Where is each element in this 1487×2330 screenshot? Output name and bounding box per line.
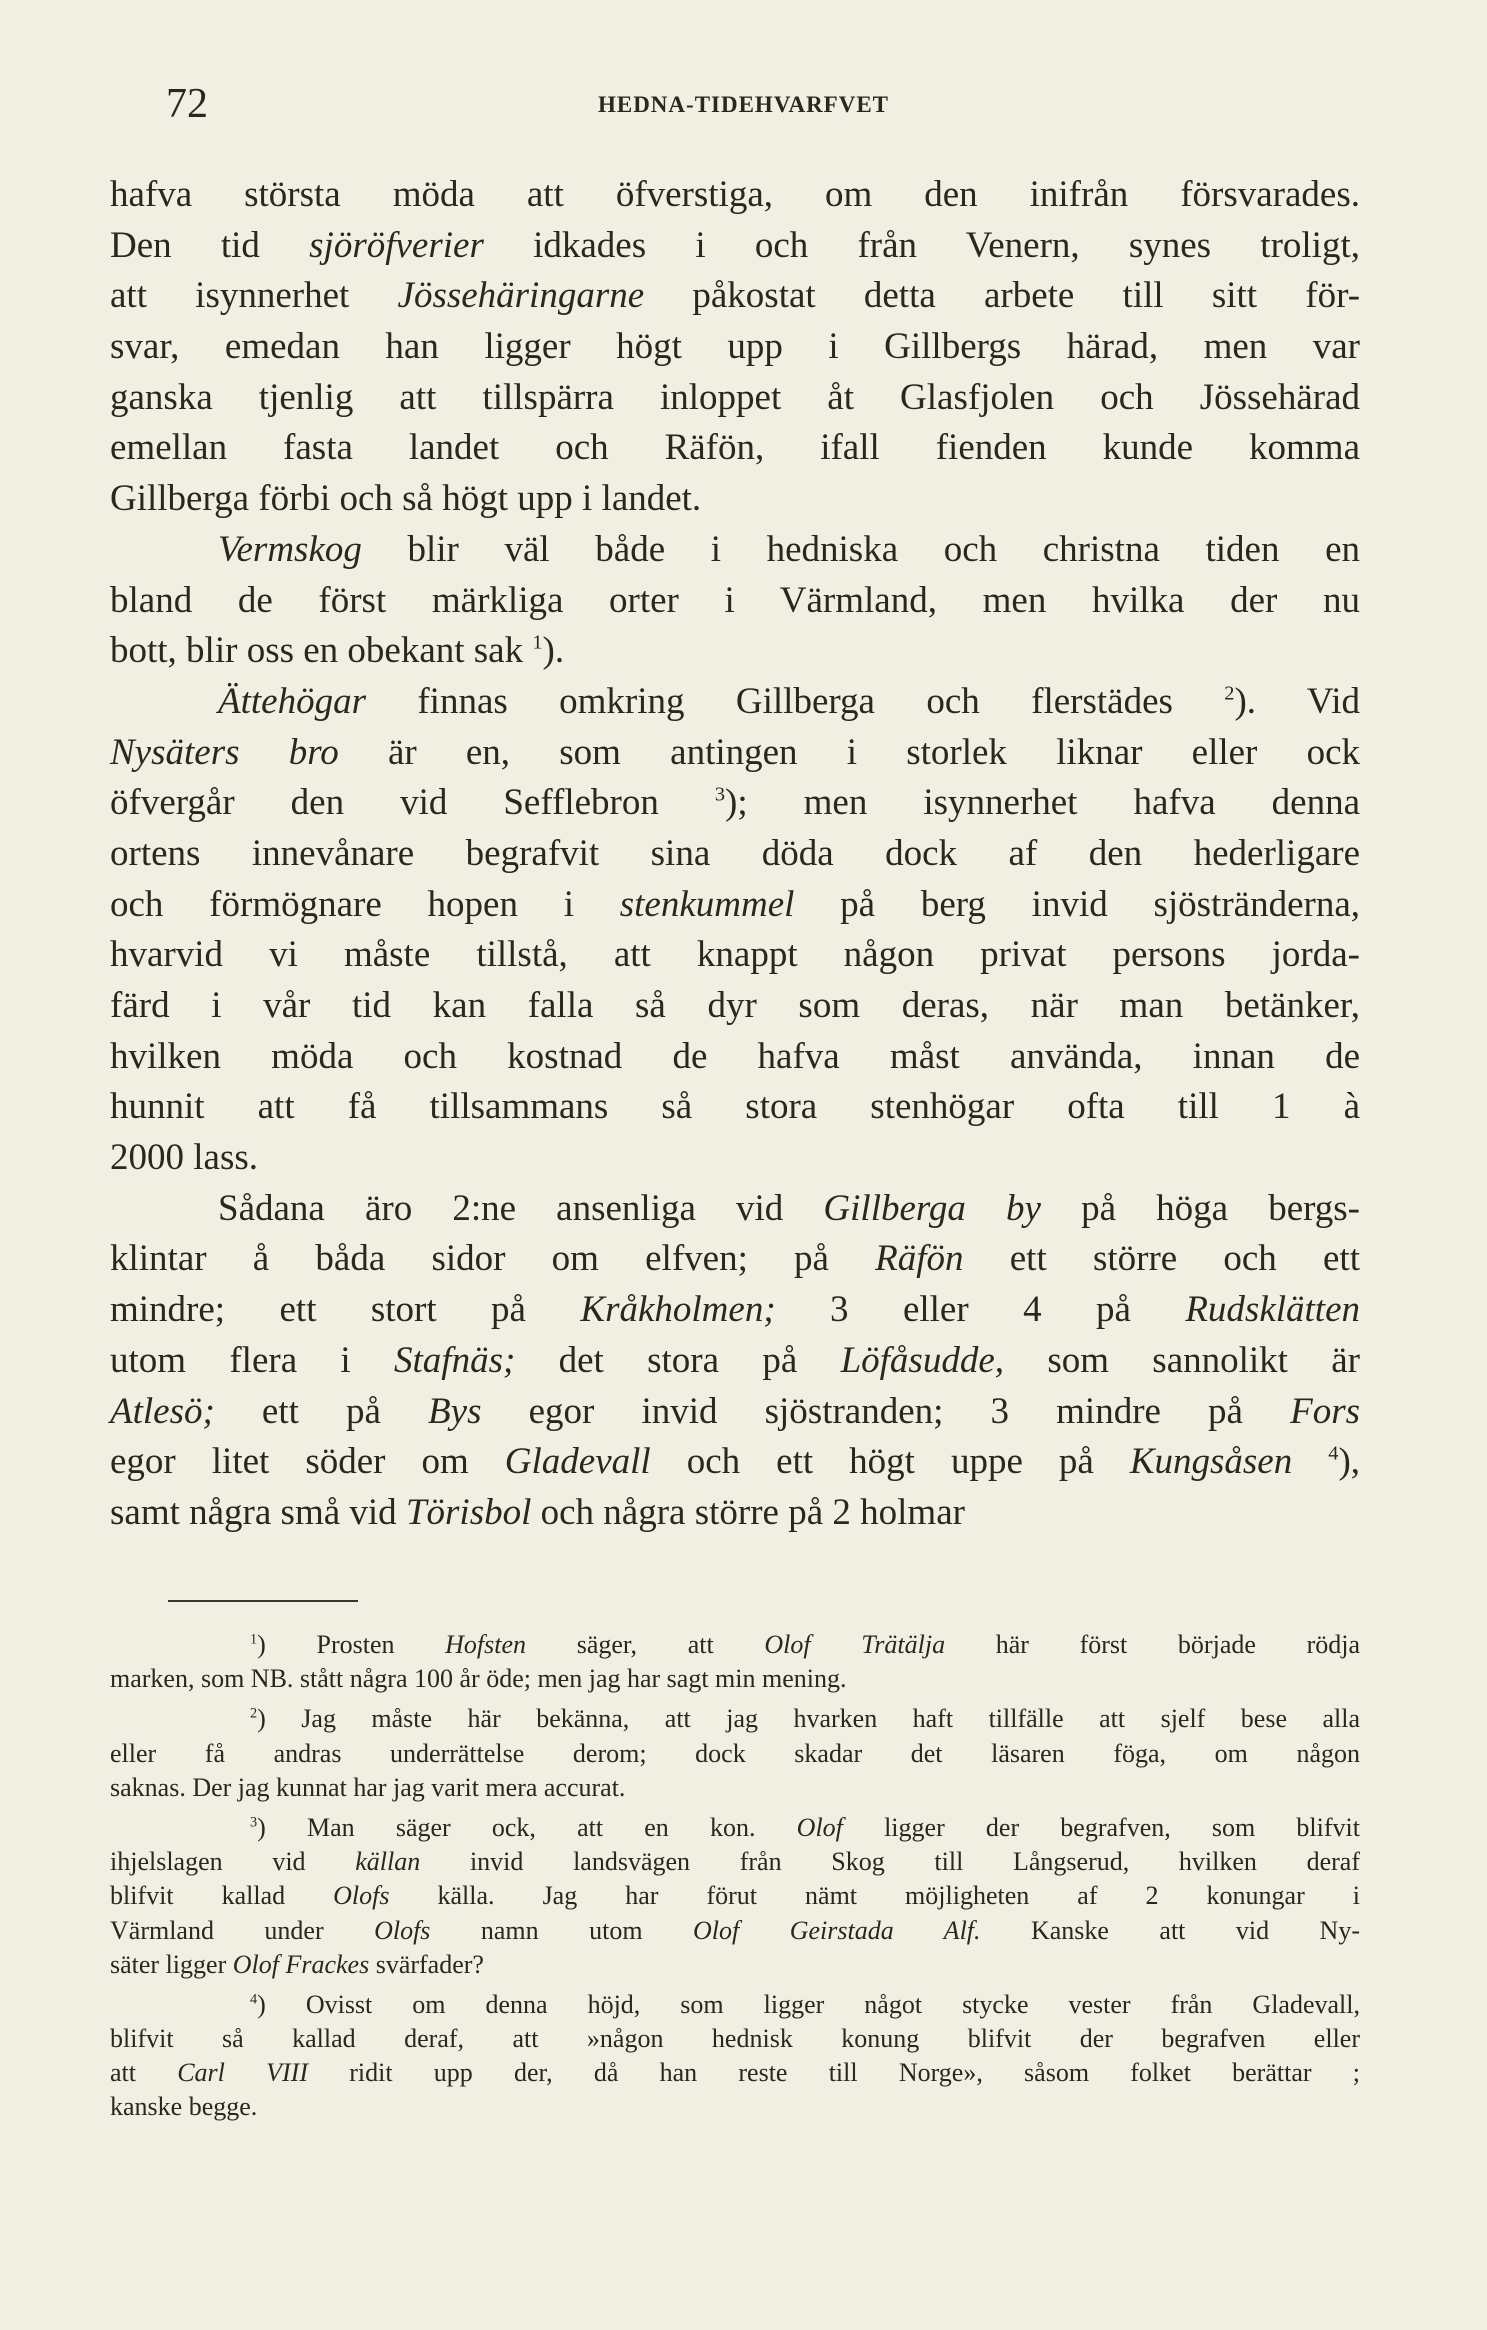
text-line (110, 1234, 1360, 1285)
text-run: ). (542, 630, 565, 672)
text-run: säger, att (526, 1630, 765, 1659)
text-line (110, 1032, 1360, 1083)
footnote-marker: 4 (1328, 1442, 1339, 1465)
italic-term: Kråkholmen; (580, 1289, 776, 1331)
text-run: ligger der begrafven, som blifvit (842, 1812, 1360, 1842)
italic-term: Olof Geirstada Alf. (693, 1915, 981, 1945)
text-run: Gillberga förbi och så högt upp i landet. (110, 478, 702, 520)
italic-term: sjöröfverier (309, 224, 484, 266)
text-run: eller få andras underrättelse derom; dock skadar det läsaren föga, om någon (110, 1738, 1360, 1768)
italic-term: Olofs (374, 1915, 431, 1945)
text-run: ett större och ett (963, 1238, 1360, 1280)
text-run: Värmland under (110, 1915, 375, 1945)
text-run: ortens innevånare begrafvit sina döda dock af den hederligare (110, 832, 1360, 874)
footnote-divider (168, 1600, 358, 1602)
text-run: ganska tjenlig att tillspärra inloppet åt Glasfjolen och Jössehärad (110, 376, 1360, 418)
text-run: påkostat detta arbete till sitt för- (644, 275, 1361, 317)
text-run: hafva största möda att öfverstiga, om den inifrån försvarades. (110, 174, 1360, 215)
text-line (110, 1285, 1360, 1336)
text-line (110, 1437, 1360, 1488)
text-line (110, 170, 1360, 221)
page-header (110, 80, 1377, 130)
text-run: säter ligger (110, 1949, 233, 1979)
footnote-line (110, 1737, 1360, 1771)
italic-term: Olofs (333, 1881, 390, 1911)
italic-term: Fors (1290, 1390, 1360, 1432)
text-line (110, 981, 1360, 1032)
text-run: Kanske att vid Ny- (980, 1915, 1360, 1945)
text-line (110, 525, 1360, 576)
text-run: invid landsvägen från Skog till Långserud, hvilken deraf (420, 1847, 1361, 1877)
footnote-line (110, 2090, 1360, 2124)
italic-term: Olof Frackes (232, 1949, 370, 1979)
text-run: ) Prosten (257, 1630, 446, 1659)
footnote-marker: 1 (532, 631, 543, 654)
text-run: egor litet söder om (110, 1441, 505, 1483)
text-line (110, 626, 1360, 677)
footnote-marker: 3 (250, 1814, 258, 1831)
text-run: samt några små vid (110, 1491, 406, 1533)
text-run: att (110, 2058, 178, 2088)
text-line (110, 373, 1360, 424)
footnote-line (110, 2022, 1360, 2056)
text-run: ett på (214, 1390, 429, 1432)
text-line (110, 1336, 1360, 1387)
text-run: ihjelslagen vid (110, 1847, 356, 1877)
text-run: som sannolikt är (1004, 1339, 1361, 1381)
text-run: saknas. Der jag kunnat har jag varit mera accurat. (110, 1772, 626, 1802)
text-run: här först började rödja (945, 1630, 1360, 1659)
text-run: färd i vår tid kan falla så dyr som deras, när man betänker, (110, 985, 1360, 1026)
italic-term: Stafnäs; (394, 1339, 516, 1381)
text-run: bott, blir oss en obekant sak (110, 630, 533, 672)
footnote-line (110, 1811, 1360, 1845)
text-run: på berg invid sjöstränderna, (794, 883, 1360, 925)
text-run: och ett högt uppe på (650, 1441, 1130, 1483)
text-line (110, 221, 1360, 272)
footnote-line (110, 2056, 1360, 2090)
text-run: Sådana äro 2:ne ansenliga vid (218, 1187, 824, 1229)
text-line (110, 474, 1360, 525)
text-line (110, 1133, 1360, 1184)
footnote-marker: 4 (250, 1991, 258, 2008)
footnote-marker: 1 (250, 1631, 258, 1648)
italic-term: Hofsten (445, 1630, 527, 1659)
text-run: hunnit att få tillsammans så stora stenhögar ofta till 1 à (110, 1086, 1360, 1128)
text-run: marken, som NB. stått några 100 år öde; men jag har sagt min mening. (110, 1664, 847, 1694)
footnote-line (110, 1879, 1360, 1913)
text-run: egor invid sjöstranden; 3 mindre på (481, 1390, 1291, 1432)
text-line (110, 271, 1360, 322)
text-run: blir väl både i hedniska och christna tiden en (361, 528, 1360, 570)
italic-term: Bys (428, 1390, 482, 1432)
text-run: klintar å båda sidor om elfven; på (110, 1238, 876, 1280)
text-line (110, 778, 1360, 829)
text-run: blifvit kallad (110, 1881, 334, 1911)
text-run: Den tid (110, 224, 310, 266)
footnote-line (110, 1845, 1360, 1879)
text-run: ), (1338, 1441, 1361, 1483)
text-run: 3 eller 4 på (775, 1289, 1186, 1331)
italic-term: Olof Trätälja (764, 1630, 946, 1659)
footnotes (110, 1628, 1360, 2125)
text-run: finnas omkring Gillberga och flerstädes (365, 680, 1225, 722)
footnote-line (110, 1662, 1360, 1696)
text-run: öfvergår den vid Sefflebron (110, 782, 715, 824)
italic-term: Atlesö; (110, 1390, 215, 1432)
text-line (110, 576, 1360, 627)
italic-term: stenkummel (619, 883, 795, 925)
footnote-line (110, 1948, 1360, 1982)
text-run: ); men isynnerhet hafva denna (725, 782, 1360, 824)
text-run: att isynnerhet (110, 275, 398, 317)
text-run: på höga bergs- (1040, 1187, 1360, 1229)
italic-term: Gladevall (504, 1441, 651, 1483)
page-number: 72 (166, 81, 208, 127)
text-run: hvarvid vi måste tillstå, att knappt någon privat persons jorda- (110, 934, 1360, 976)
text-run: utom flera i (110, 1339, 395, 1381)
italic-term: Vermskog (218, 528, 362, 570)
footnote-line (110, 1988, 1360, 2022)
text-line (110, 677, 1360, 728)
text-run: blifvit så kallad deraf, att »någon hednisk konung blifvit der begrafven eller (110, 2024, 1360, 2054)
italic-term: källan (355, 1847, 421, 1877)
text-run: svar, emedan han ligger högt upp i Gillbergs härad, men var (110, 326, 1360, 368)
italic-term: Räfön (875, 1238, 964, 1280)
italic-term: Gillberga by (823, 1187, 1041, 1229)
text-run: svärfader? (369, 1949, 484, 1979)
text-line (110, 728, 1360, 779)
body-text (110, 170, 1360, 1539)
italic-term: Kungsåsen (1129, 1441, 1293, 1483)
text-run (1292, 1441, 1328, 1482)
text-line (110, 930, 1360, 981)
text-line (110, 1387, 1360, 1438)
italic-term: Rudsklätten (1185, 1289, 1360, 1331)
footnote-marker: 2 (250, 1705, 258, 1722)
text-run: idkades i och från Venern, synes troligt, (483, 224, 1360, 266)
text-run: ) Jag måste här bekänna, att jag hvarken haft tillfälle att sjelf bese alla (257, 1704, 1360, 1734)
footnote-line (110, 1771, 1360, 1805)
italic-term: Löfåsudde, (840, 1339, 1005, 1381)
italic-term: Olof (796, 1812, 843, 1842)
text-run: källa. Jag har förut nämt möjligheten af 2 konungar i (389, 1881, 1360, 1911)
text-run: och förmögnare hopen i (110, 883, 620, 925)
footnote-line (110, 1914, 1360, 1948)
italic-term: Carl VIII (177, 2058, 308, 2088)
text-line (110, 1184, 1360, 1235)
italic-term: Törisbol (405, 1491, 532, 1533)
italic-term: Jössehäringarne (397, 275, 645, 317)
text-run: ) Ovisst om denna höjd, som ligger något stycke vester från Gladevall, (257, 1989, 1360, 2019)
italic-term: Nysäters bro (110, 731, 339, 773)
text-line (110, 880, 1360, 931)
text-run: 2000 lass. (110, 1137, 258, 1179)
text-run: ). Vid (1234, 680, 1360, 722)
footnote-line (110, 1628, 1360, 1662)
text-run: mindre; ett stort på (110, 1289, 581, 1331)
text-run: hvilken möda och kostnad de hafva måst använda, innan de (110, 1035, 1360, 1077)
running-title: HEDNA-TIDEHVARFVET (597, 92, 890, 117)
footnote-line (110, 1702, 1360, 1736)
text-line (110, 1082, 1360, 1133)
text-run: det stora på (515, 1339, 841, 1381)
text-line (110, 322, 1360, 373)
text-line (110, 1488, 1360, 1539)
text-run: bland de först märkliga orter i Värmland, men hvilka der nu (110, 579, 1360, 621)
text-line (110, 829, 1360, 880)
footnote-marker: 3 (714, 783, 726, 806)
italic-term: Ättehögar (218, 680, 366, 722)
footnote-marker: 2 (1224, 682, 1235, 705)
text-run: namn utom (430, 1915, 694, 1945)
text-run: ridit upp der, då han reste till Norge», såsom folket berättar ; (307, 2058, 1360, 2088)
text-line (110, 423, 1360, 474)
text-run: emellan fasta landet och Räfön, ifall fienden kunde komma (110, 427, 1360, 469)
text-run: ) Man säger ock, att en kon. (257, 1812, 797, 1842)
text-run: är en, som antingen i storlek liknar eller ock (338, 731, 1360, 773)
text-run: kanske begge. (110, 2092, 258, 2122)
text-run: och några större på 2 holmar (531, 1491, 965, 1533)
